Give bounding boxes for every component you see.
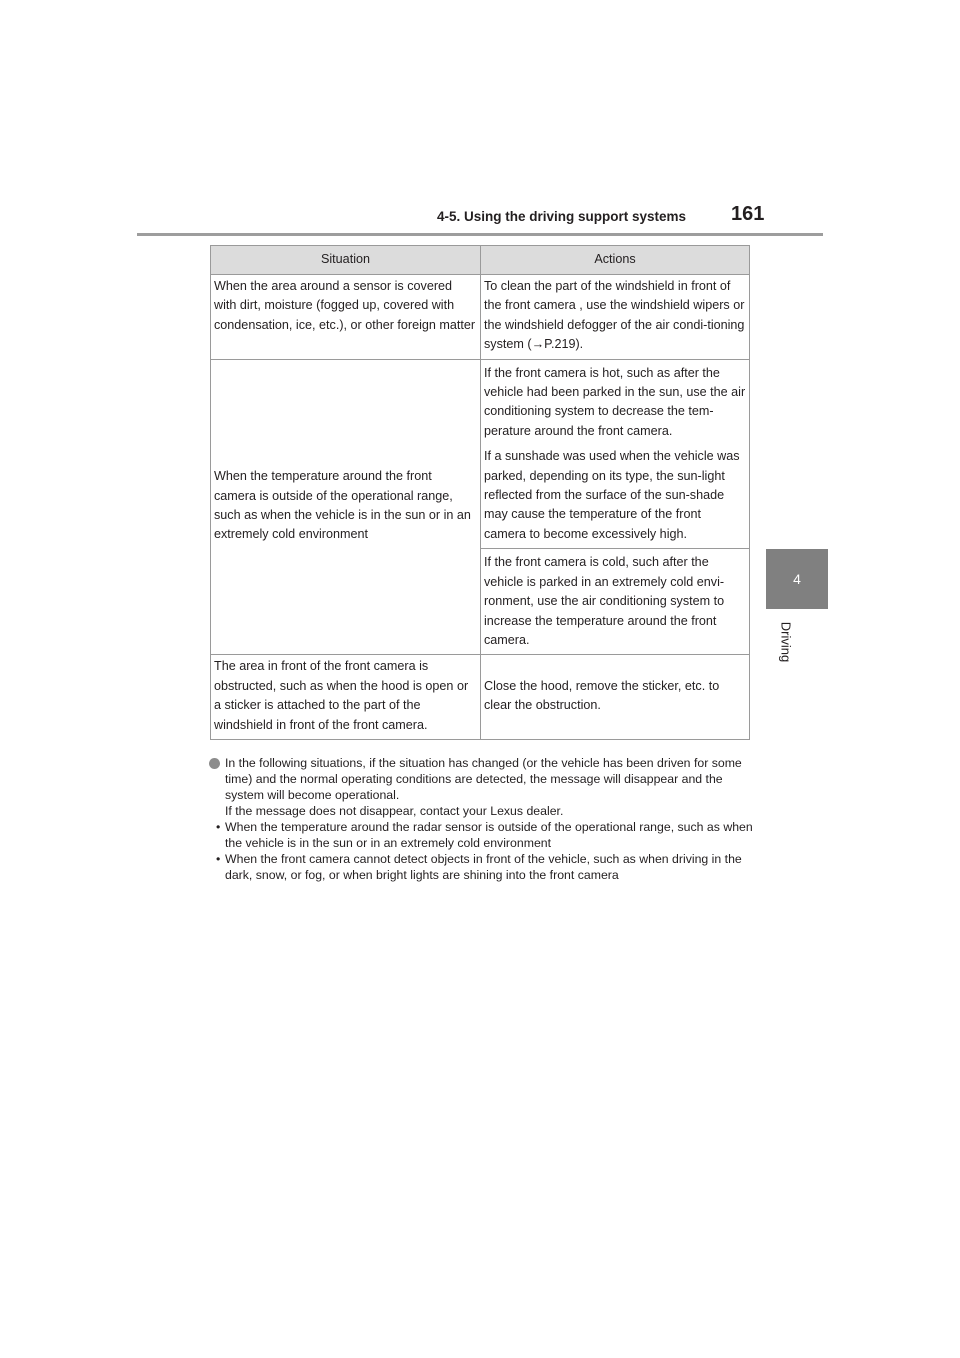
page-number: 161 — [731, 203, 765, 225]
action-text: To clean the part of the windshield in front of the front camera , use the windshield wipers or the windshield defogger of the air condi-tioning system ( — [484, 279, 745, 352]
situation-cell: The area in front of the front camera is obstructed, such as when the hood is open or a sticker is attached to the part of the windshield in front of the front camera. — [211, 655, 481, 740]
action-cell — [481, 275, 750, 360]
situation-cell: When the temperature around the front camera is outside of the operational range, such as when the vehicle is in the sun or in an extremely cold environment — [211, 359, 481, 655]
action-paragraph: If a sunshade was used when the vehicle was parked, depending on its type, the sun-light reflected from the surface of the sun-shade may cause the temperature of the front camera to become excessively high. — [484, 449, 740, 541]
list-item-text: When the front camera cannot detect objects in front of the vehicle, such as when driving in the dark, snow, or fog, or when bright lights are shining into the front camera — [225, 852, 742, 882]
note-intro-text: In the following situations, if the situation has changed (or the vehicle has been driven for some time) and the normal operating conditions are detected, the message will disappear and the system will become operational. — [225, 756, 742, 802]
bullet-icon: • — [216, 852, 221, 866]
chapter-label-text: Driving — [778, 621, 794, 663]
action-cell: If the front camera is cold, such after the vehicle is parked in an extremely cold envi-ronment, use the air conditioning system to increase the temperature around the front camera. — [481, 549, 750, 655]
notes — [209, 755, 757, 883]
table-header-row — [211, 246, 750, 275]
table-row — [211, 359, 750, 549]
list-item-text: When the temperature around the radar sensor is outside of the operational range, such as when the vehicle is in the sun or in an extremely cold environment — [225, 820, 753, 850]
chapter-number: 4 — [793, 571, 801, 587]
header-actions: Actions — [481, 246, 750, 275]
note-contact: If the message does not disappear, contact your Lexus dealer. — [225, 804, 564, 818]
arrow-icon: → — [531, 337, 545, 352]
circle-bullet-icon — [209, 758, 220, 769]
action-cell — [481, 359, 750, 549]
action-text-end: ). — [575, 337, 584, 352]
list-item — [209, 851, 757, 883]
chapter-tab — [766, 549, 828, 609]
table-row — [211, 655, 750, 740]
bullet-icon: • — [216, 820, 221, 834]
troubleshooting-table — [210, 245, 750, 740]
action-paragraph: If the front camera is hot, such as after the vehicle had been parked in the sun, use the air conditioning system to decrease the tem-perature around the front camera. — [484, 365, 746, 438]
table-row — [211, 275, 750, 360]
action-cell: Close the hood, remove the sticker, etc. to clear the obstruction. — [481, 655, 750, 740]
note-intro — [209, 755, 757, 803]
header-situation: Situation — [211, 246, 481, 275]
situation-cell: When the area around a sensor is covered with dirt, moisture (fogged up, covered with condensation, ice, etc.), or other foreign matter — [211, 275, 481, 360]
header-rule — [137, 233, 823, 236]
list-item — [209, 819, 757, 851]
page-reference: P.219 — [544, 337, 576, 352]
section-title: 4-5. Using the driving support systems — [436, 209, 686, 224]
